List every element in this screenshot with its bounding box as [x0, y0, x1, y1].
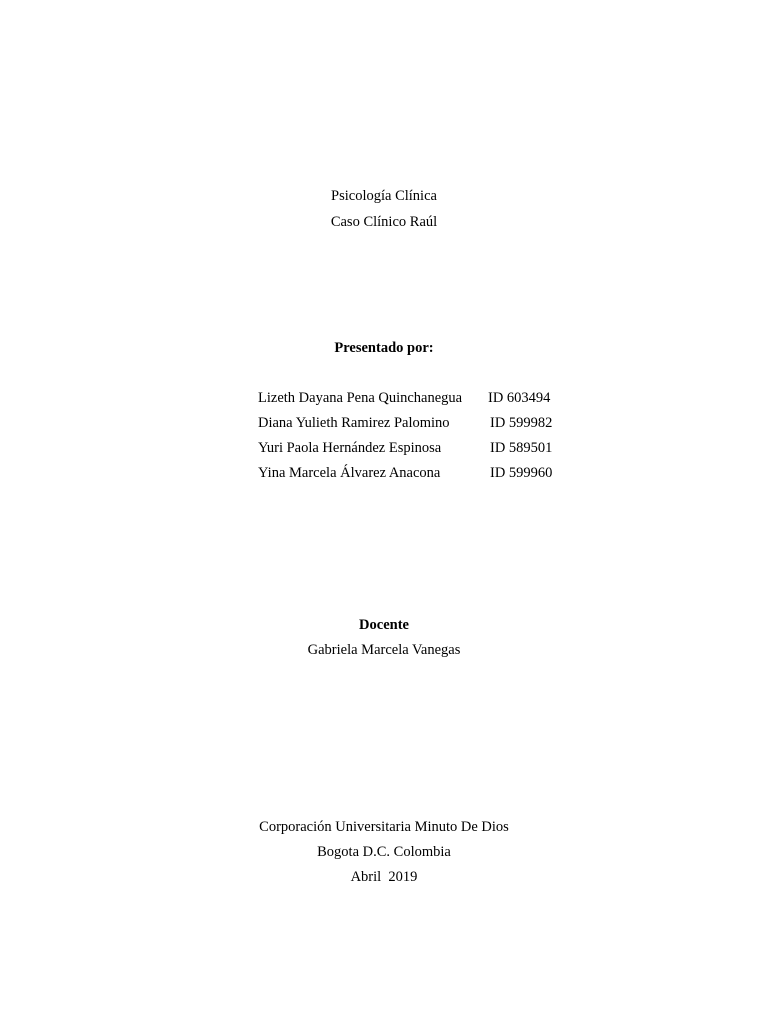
author-name: Yuri Paola Hernández Espinosa — [258, 440, 442, 456]
author-name: Lizeth Dayana Pena Quinchanegua — [258, 390, 463, 406]
document-title: Caso Clínico Raúl — [330, 214, 438, 230]
author-id: ID 603494 — [488, 390, 551, 406]
author-row — [258, 391, 578, 409]
teacher-heading: Docente — [359, 617, 409, 633]
author-row — [258, 416, 578, 434]
document-date: Abril 2019 — [350, 869, 418, 885]
author-name: Diana Yulieth Ramirez Palomino — [258, 415, 450, 431]
institution-city: Bogota D.C. Colombia — [317, 844, 451, 860]
author-id: ID 599982 — [490, 415, 553, 431]
author-id: ID 599960 — [490, 465, 553, 481]
author-name: Yina Marcela Álvarez Anacona — [258, 465, 441, 481]
subject-title: Psicología Clínica — [331, 188, 437, 204]
author-row — [258, 441, 578, 459]
author-row — [258, 466, 578, 484]
author-id: ID 589501 — [490, 440, 553, 456]
teacher-name: Gabriela Marcela Vanegas — [307, 642, 461, 658]
institution-name: Corporación Universitaria Minuto De Dios — [259, 819, 509, 835]
presented-by-heading: Presentado por: — [334, 340, 434, 356]
